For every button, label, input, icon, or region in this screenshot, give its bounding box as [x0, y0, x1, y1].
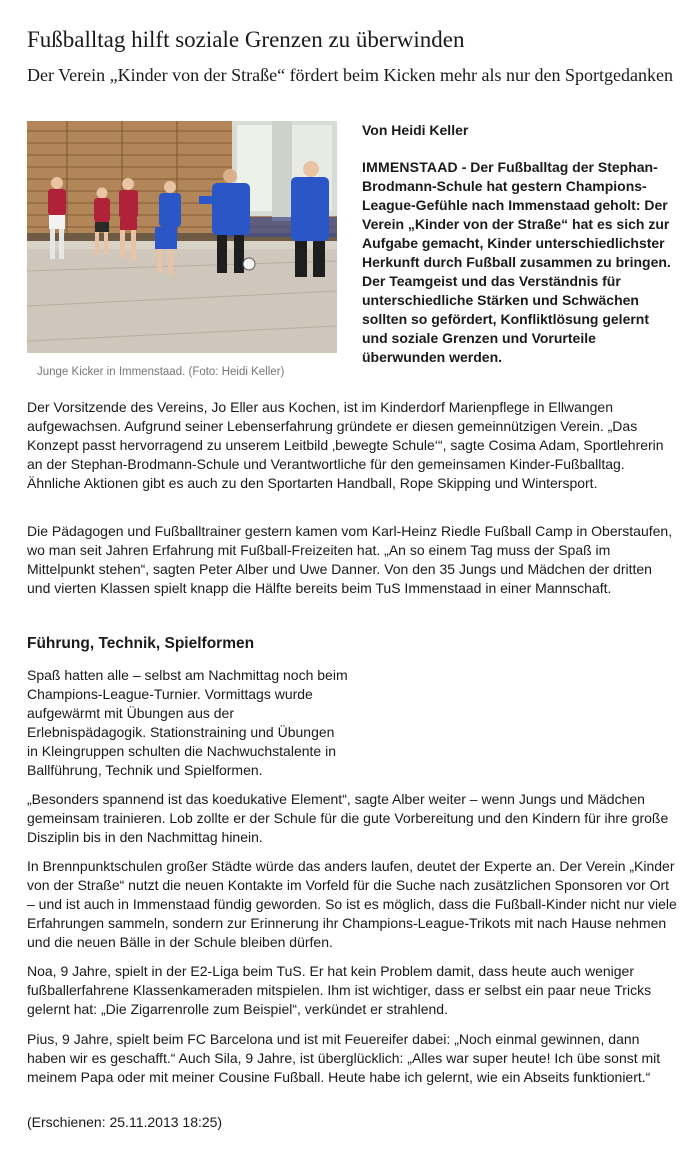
publish-date: (Erschienen: 25.11.2013 18:25) — [27, 1114, 223, 1130]
article-lead — [362, 158, 678, 367]
body-paragraph-2: Die Pädagogen und Fußballtrainer gestern kamen vom Karl-Heinz Riedle Fußball Camp in Oberstaufen, wo man seit Jahren Erfahrung mit Fußball-Freizeiten hat. „An so einem Tag muss der Spaß im Mittelpunkt stehen“, sagten Peter Alber und Uwe Danner. Von den 35 Jungs und Mädchen der dritten und vierten Klassen spielt knapp die Hälfte bereits beim TuS Immenstaad in einer Mannschaft. — [27, 523, 673, 596]
lead-dateline: IMMENSTAAD — [362, 159, 458, 175]
section-paragraph-2: „Besonders spannend ist das koedukative Element“, sagte Alber weiter – wenn Jungs und Mädchen gemeinsam trainieren. Lob zollte er der Schule für die gute Vorbereitung und den Kindern für ihre große Disziplin bis in den Nachmittag hinein. — [27, 791, 669, 845]
section-paragraph-3: In Brennpunktschulen großer Städte würde das anders laufen, deutet der Experte an. Der Verein „Kinder von der Straße“ nutzt die neuen Kontakte im Vorfeld für die Suche nach zusätzlichen Sponsoren vor Ort – und ist auch in Immenstaad fündig geworden. So ist es möglich, dass die Fußball-Kinder nicht nur viele Erfahrungen sammeln, sondern zur Erinnerung ihr Champions-League-Trikots mit nach Hause nehmen und die neuen Bälle in der Schule bleiben dürfen. — [27, 858, 677, 950]
lead-text: - Der Fußballtag der Stephan-Brodmann-Schule hat gestern Champions-League-Gefühle nach Immenstaad geholt: Der Verein „Kinder von der Straße“ hat es sich zur Aufgabe gemacht, Kinder unterschiedlichster Herkunft durch Fußball zusammen zu bringen. Der Teamgeist und das Verständnis für unterschiedliche Stärken und Schwächen sollten so gefördert, Konfliktlösung gelernt und soziale Grenzen und Vorurteile überwunden werden. — [362, 159, 671, 365]
section-paragraph-5: Pius, 9 Jahre, spielt beim FC Barcelona und ist mit Feuereifer dabei: „Noch einmal gewinnen, dann haben wir es geschafft.“ Auch Sila, 9 Jahre, ist überglücklich: „Alles war super heute! Ich übe sonst mit meinem Papa oder mit meiner Cousine Fußball. Heute habe ich gelernt, wie ein Abseits funktioniert.“ — [27, 1031, 661, 1085]
section-heading: Führung, Technik, Spielformen — [27, 635, 255, 652]
body-paragraph-1: Der Vorsitzende des Vereins, Jo Eller aus Kochen, ist im Kinderdorf Marienpflege in Ellwangen aufgewachsen. Aufgrund seiner Lebenserfahrung gründete er diesen gemeinnützigen Verein. „Das Konzept passt hervorragend zu unserem Leitbild ‚bewegte Schule‘“, sagte Cosima Adam, Sportlehrerin an der Stephan-Brodmann-Schule und Verantwortliche für den gemeinsamen Kinder-Fußballtag. Ähnliche Aktionen gibt es auch zu den Sportarten Handball, Rope Skipping und Wintersport. — [27, 399, 664, 491]
article-headline: Fußballtag hilft soziale Grenzen zu überwinden — [27, 27, 465, 52]
article-subheadline: Der Verein „Kinder von der Straße“ fördert beim Kicken mehr als nur den Sportgedanken — [27, 65, 673, 85]
author-byline: Von Heidi Keller — [362, 122, 469, 138]
section-paragraph-1: Spaß hatten alle – selbst am Nachmittag noch beim Champions-League-Turnier. Vormittags wurde aufgewärmt mit Übungen aus der Erlebnispädagogik. Stationstraining und Übungen in Kleingruppen schulten die Nachwuchstalente in Ballführung, Technik und Spielformen. — [27, 667, 348, 778]
photo-caption: Junge Kicker in Immenstaad. (Foto: Heidi Keller) — [37, 366, 285, 378]
section-paragraph-4: Noa, 9 Jahre, spielt in der E2-Liga beim TuS. Er hat kein Problem damit, dass heute auch weniger fußballerfahrene Klassenkameraden mitspielen. Ihm ist wichtiger, dass er selbst ein paar neue Tricks gelernt hat: „Die Zigarrenrolle zum Beispiel“, verkündet er strahlend. — [27, 963, 652, 1017]
article-photo[interactable] — [27, 121, 337, 353]
